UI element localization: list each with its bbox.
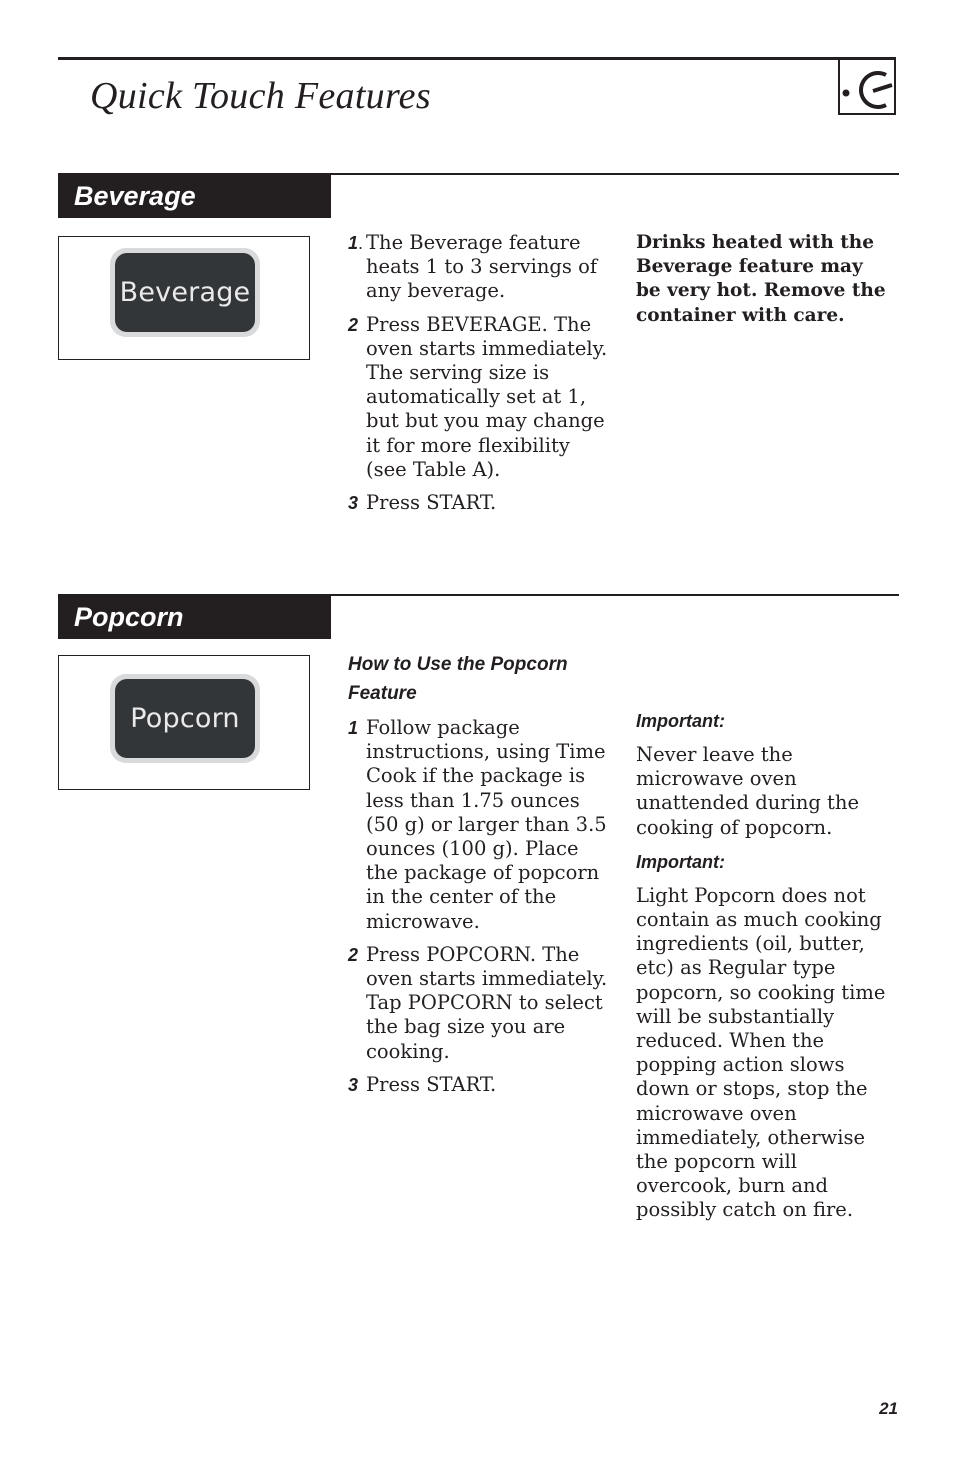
beverage-step — [348, 231, 610, 304]
page-title: Quick Touch Features — [90, 75, 431, 117]
beverage-key-illustration — [58, 236, 310, 360]
popcorn-subheading: How to Use the Popcorn Feature — [348, 654, 568, 704]
clock-dial-icon — [838, 59, 896, 115]
important-text: Light Popcorn does not contain as much cooking ingredients (oil, butter, etc) as Regular type popcorn, so cooking time will be substantially reduced. When the popping action slows down or stops, stop the microwave oven immediately, otherwise the popcorn will overcook, burn and possibly catch on fire. — [636, 883, 886, 1222]
popcorn-steps — [348, 650, 610, 1106]
beverage-key — [110, 248, 260, 337]
popcorn-step — [348, 943, 610, 1064]
beverage-section-heading: Beverage — [58, 175, 331, 218]
step-number: 1 — [348, 718, 359, 738]
important-text: Never leave the microwave oven unattended during the cooking of popcorn. — [636, 743, 859, 839]
step-number: 2 — [348, 314, 359, 335]
step-text: Press START. — [366, 1072, 497, 1096]
popcorn-key — [110, 674, 260, 763]
step-text: Press POPCORN. The oven starts immediately. Tap POPCORN to select the bag size you are cooking. — [366, 942, 608, 1063]
step-number: 3 — [348, 493, 359, 514]
beverage-key-label: Beverage — [115, 253, 255, 332]
top-rule — [58, 57, 896, 60]
step-number: 1. — [348, 233, 364, 253]
step-number: 2 — [348, 944, 359, 965]
important-label: Important: — [636, 851, 725, 872]
step-text: Press BEVERAGE. The oven starts immediately. The serving size is automatically set at 1, but but you may change it for more flexibility (see Table A). — [366, 312, 608, 481]
beverage-warning: Drinks heated with the Beverage feature may be very hot. Remove the container with care. — [636, 232, 886, 326]
step-text: Press START. — [366, 491, 497, 515]
step-text: The Beverage feature heats 1 to 3 servings of any beverage. — [366, 231, 598, 303]
popcorn-key-illustration — [58, 655, 310, 790]
beverage-step — [348, 491, 610, 515]
step-number: 3 — [348, 1074, 359, 1095]
popcorn-notes — [636, 709, 894, 1223]
popcorn-step — [348, 716, 610, 934]
beverage-step — [348, 313, 610, 482]
important-label: Important: — [636, 711, 725, 731]
page-number: 21 — [879, 1399, 898, 1418]
popcorn-section-heading: Popcorn — [58, 596, 331, 639]
step-text: Follow package instructions, using Time Cook if the package is less than 1.75 ounces (50 g) or larger than 3.5 ounces (100 g). Place the package of popcorn in the center of the microwave. — [366, 716, 607, 933]
popcorn-step — [348, 1073, 610, 1097]
popcorn-key-label: Popcorn — [115, 679, 255, 758]
beverage-steps — [348, 231, 610, 524]
